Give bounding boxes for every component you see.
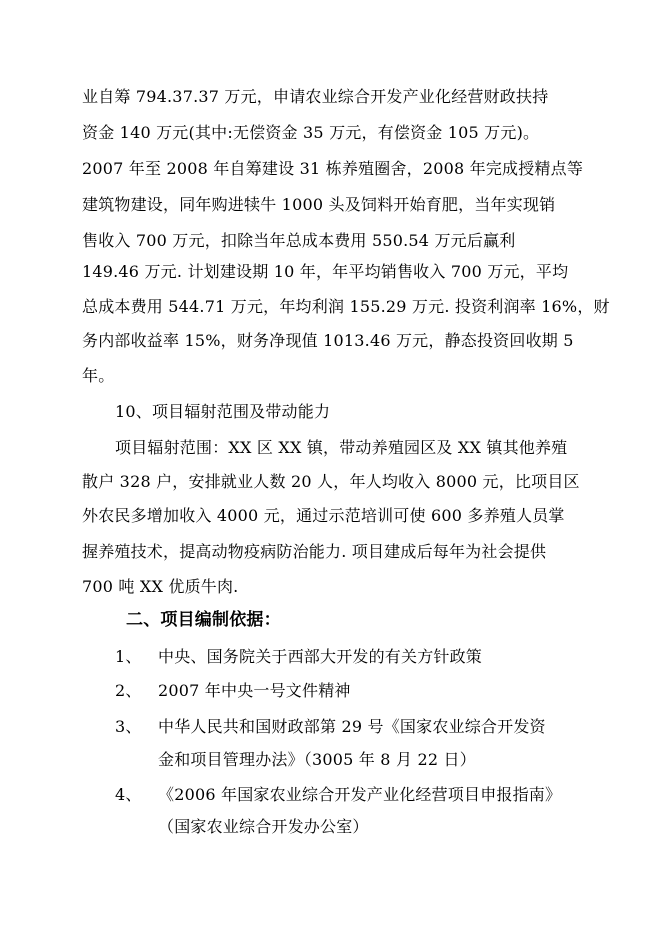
paragraph-line: 售收入 700 万元，扣除当年总成本费用 550.54 万元后赢利 (82, 231, 516, 250)
paragraph-line: 建筑物建设，同年购进犊牛 1000 头及饲料开始育肥，当年实现销 (82, 195, 556, 214)
list-item-number: 4、 (115, 785, 142, 804)
section-2-heading: 二、项目编制依据： (126, 610, 281, 630)
paragraph-line: 资金 140 万元(其中:无偿资金 35 万元，有偿资金 105 万元)。 (82, 123, 540, 142)
list-item-text: 中华人民共和国财政部第 29 号《国家农业综合开发资 (158, 717, 546, 736)
list-item-text: 《2006 年国家农业综合开发产业化经营项目申报指南》 (158, 785, 562, 804)
section-10-title: 10、项目辐射范围及带动能力 (115, 402, 331, 421)
list-item-text: 中央、国务院关于西部大开发的有关方针政策 (158, 647, 483, 666)
list-item-number: 1、 (115, 647, 142, 666)
list-item-number: 3、 (115, 717, 142, 736)
list-item-text: 金和项目管理办法》（3005 年 8 月 22 日） (158, 750, 476, 769)
paragraph-line: 务内部收益率 15%，财务净现值 1013.46 万元，静态投资回收期 5 (82, 331, 574, 350)
list-item-number: 2、 (115, 681, 142, 700)
section-10-line: 握养殖技术，提高动物疫病防治能力. 项目建成后每年为社会提供 (82, 542, 547, 561)
paragraph-line: 2007 年至 2008 年自筹建设 31 栋养殖圈舍，2008 年完成授精点等 (82, 159, 584, 178)
section-10-line: 散户 328 户，安排就业人数 20 人，年人均收入 8000 元，比项目区 (82, 472, 580, 491)
paragraph-line: 总成本费用 544.71 万元，年均利润 155.29 万元. 投资利润率 16%，财 (82, 297, 610, 316)
paragraph-line: 业自筹 794.37.37 万元，申请农业综合开发产业化经营财政扶持 (82, 87, 549, 106)
paragraph-line: 149.46 万元. 计划建设期 10 年，年平均销售收入 700 万元，平均 (82, 262, 569, 281)
section-10-line: 项目辐射范围：XX 区 XX 镇，带动养殖园区及 XX 镇其他养殖 (115, 438, 568, 457)
paragraph-line: 年。 (82, 366, 115, 385)
list-item-text: 2007 年中央一号文件精神 (158, 681, 351, 700)
list-item-text: （国家农业综合开发办公室） (158, 817, 369, 836)
section-10-line: 外农民多增加收入 4000 元，通过示范培训可使 600 多养殖人员掌 (82, 506, 565, 525)
section-10-line: 700 吨 XX 优质牛肉. (82, 577, 239, 596)
